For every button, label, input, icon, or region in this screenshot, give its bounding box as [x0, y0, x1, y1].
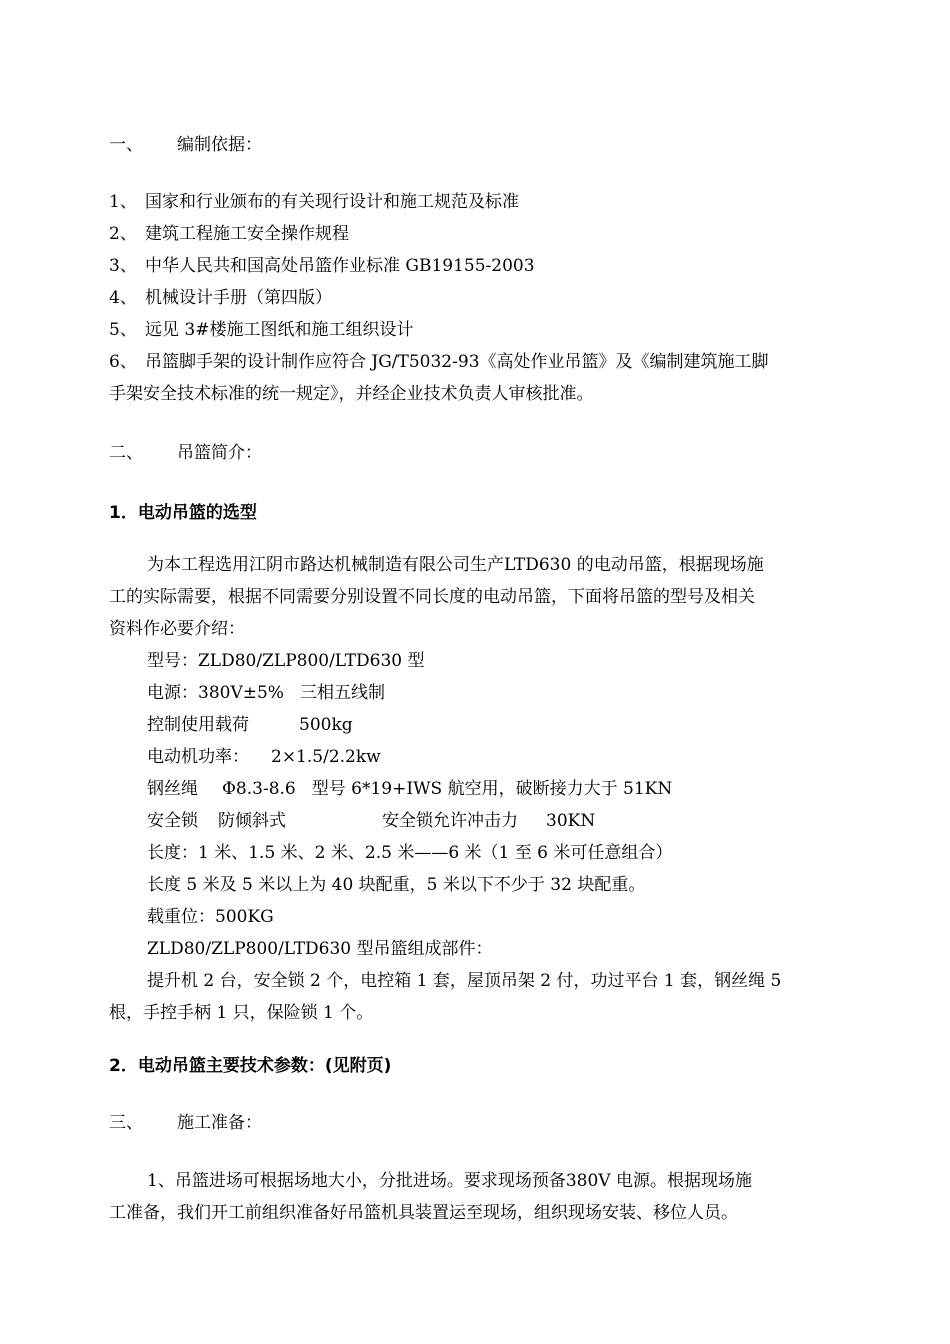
list-item: 6、 吊篮脚手架的设计制作应符合 JG/T5032-93《高处作业吊篮》及《编制建筑施工脚	[109, 352, 769, 372]
section-2-heading	[109, 442, 262, 464]
spec-capacity: 载重位：500KG	[147, 907, 274, 927]
spec-length: 长度：1 米、1.5 米、2 米、2.5 米——6 米（1 至 6 米可任意组合）	[147, 843, 673, 863]
subsection-title: 2．电动吊篮主要技术参数：(见附页)	[109, 1056, 392, 1076]
spec-safety-lock: 安全锁 防倾斜式 安全锁允许冲击力 30KN	[147, 811, 596, 831]
section-2-number: 二、	[109, 443, 143, 463]
spec-model: 型号：ZLD80/ZLP800/LTD630 型	[147, 651, 425, 671]
spec-power: 电源：380V±5% 三相五线制	[147, 683, 385, 703]
list-item: 2、 建筑工程施工安全操作规程	[109, 224, 349, 244]
spec-parts-title: ZLD80/ZLP800/LTD630 型吊篮组成部件：	[147, 939, 493, 959]
paragraph-line: 工的实际需要，根据不同需要分别设置不同长度的电动吊篮，下面将吊篮的型号及相关	[109, 587, 755, 607]
paragraph-line: 1、吊篮进场可根据场地大小，分批进场。要求现场预备380V 电源。根据现场施	[147, 1171, 752, 1191]
spec-motor: 电动机功率： 2×1.5/2.2kw	[147, 747, 381, 767]
section-3-heading	[109, 1112, 262, 1134]
list-item: 4、 机械设计手册（第四版）	[109, 288, 332, 308]
section-3-number: 三、	[109, 1113, 143, 1133]
list-item-continuation: 手架安全技术标准的统一规定》，并经企业技术负责人审核批准。	[109, 384, 594, 404]
section-1-number: 一、	[109, 135, 143, 155]
spec-parts-line: 提升机 2 台，安全锁 2 个，电控箱 1 套，屋顶吊架 2 付，功过平台 1 套，钢丝绳 5	[147, 971, 782, 991]
section-1-heading	[109, 134, 262, 156]
paragraph-line: 工准备，我们开工前组织准备好吊篮机具装置运至现场，组织现场安装、移位人员。	[109, 1203, 738, 1223]
paragraph-line: 为本工程选用江阴市路达机械制造有限公司生产LTD630 的电动吊篮，根据现场施	[147, 555, 764, 575]
subsection-title: 1．电动吊篮的选型	[109, 503, 257, 523]
spec-rope: 钢丝绳 Φ8.3-8.6 型号 6*19+IWS 航空用，破断接力大于 51KN	[147, 779, 673, 799]
paragraph-line: 资料作必要介绍：	[109, 619, 245, 639]
list-item: 5、 远见 3#楼施工图纸和施工组织设计	[109, 320, 414, 340]
section-3-title: 施工准备：	[177, 1113, 262, 1133]
list-item: 3、 中华人民共和国高处吊篮作业标准 GB19155-2003	[109, 256, 535, 276]
section-2-title: 吊篮简介：	[177, 443, 262, 463]
spec-load: 控制使用载荷 500kg	[147, 715, 353, 735]
list-item: 1、 国家和行业颁布的有关现行设计和施工规范及标准	[109, 192, 519, 212]
spec-parts-line: 根，手控手柄 1 只，保险锁 1 个。	[109, 1003, 374, 1023]
spec-counterweight: 长度 5 米及 5 米以上为 40 块配重，5 米以下不少于 32 块配重。	[147, 875, 646, 895]
section-1-title: 编制依据：	[177, 135, 262, 155]
